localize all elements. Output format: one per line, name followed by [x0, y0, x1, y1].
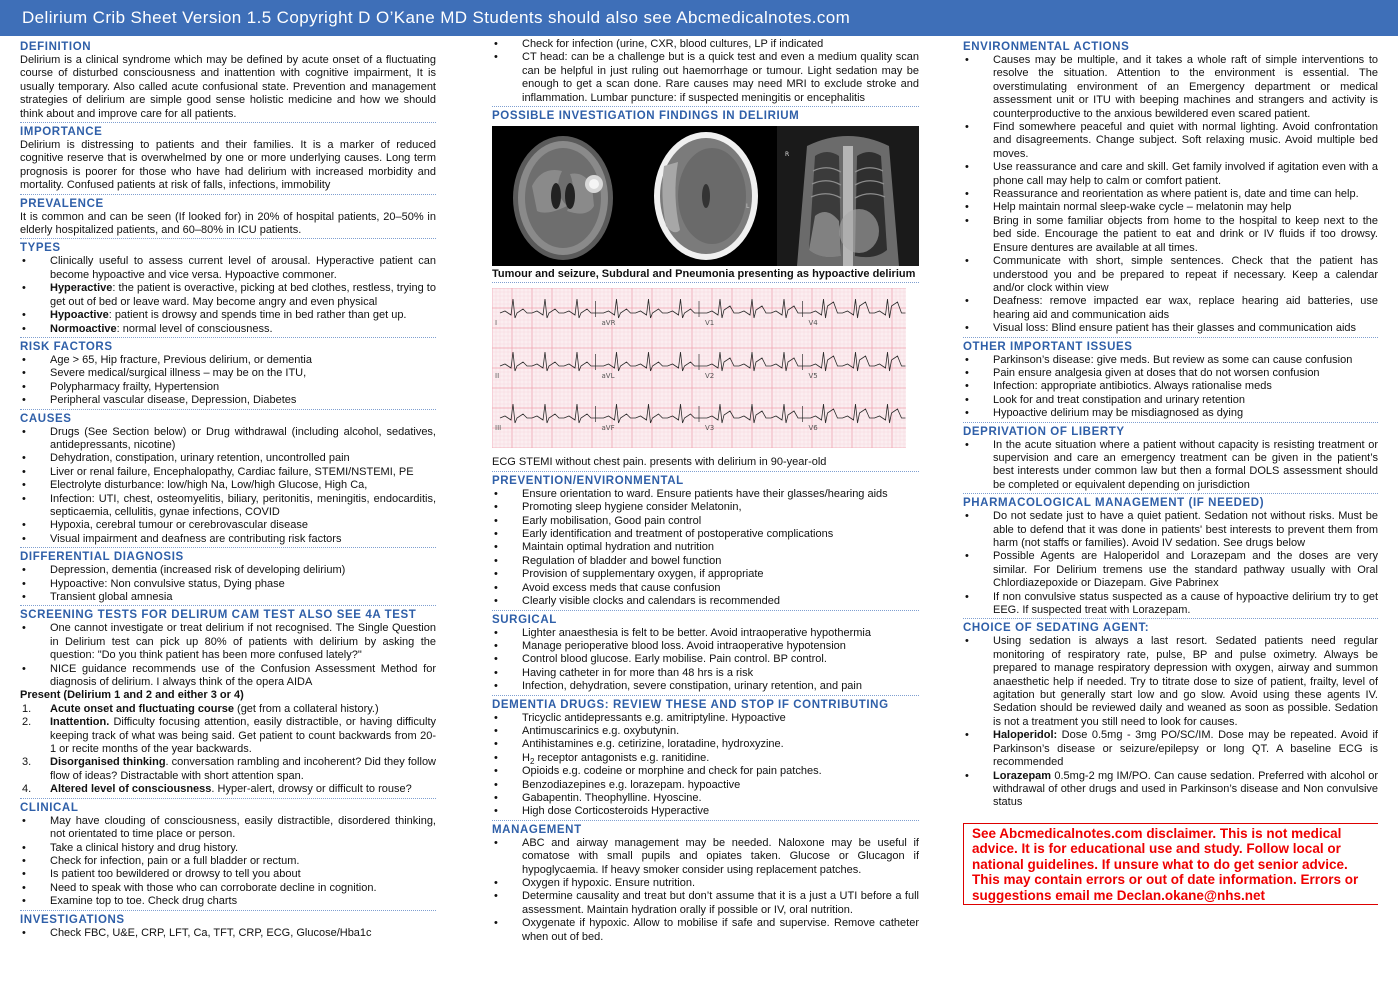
ecg-lead-label: I [495, 319, 498, 328]
heading-environmental: ENVIRONMENTAL ACTIONS [963, 41, 1130, 53]
ecg-lead-label: III [495, 424, 502, 433]
list-item: • Provision of supplementary oxygen, if appropriate [492, 568, 919, 581]
heading-differential: DIFFERENTIAL DIAGNOSIS [20, 551, 184, 564]
heading-deprivation-liberty: DEPRIVATION OF LIBERTY [963, 425, 1125, 438]
h2-prefix: H [522, 751, 530, 764]
section-causes [20, 412, 436, 549]
risk-factors-list [20, 354, 436, 408]
list-item [20, 309, 436, 322]
list-item: • Hypoactive delirium may be misdiagnosed as dying [963, 407, 1378, 420]
list-item: • Pain ensure analgesia given at doses that do not worsen confusion [963, 367, 1378, 380]
list-item: • Antihistamines e.g. cetirizine, loratadine, hydroxyzine. [492, 738, 919, 751]
ecg-caption: ECG STEMI without chest pain. presents with delirium in 90-year-old [492, 456, 827, 469]
list-item: • Visual impairment and deafness are contributing risk factors [20, 533, 436, 546]
list-item: • Depression, dementia (increased risk of developing delirium) [20, 564, 436, 577]
list-item: • Infection, dehydration, severe constipation, urinary retention, and pain [492, 680, 919, 693]
list-item: • Early identification and treatment of postoperative complications [492, 528, 919, 541]
list-item-text: . conversation rambling and incoherent? Did they follow flow of ideas? Distractable with short attention span. [50, 756, 436, 782]
list-item: • One cannot investigate or treat delirium if not recognised. The Single Question in Delirium test can pick up 80% of patients with delirium by asking the question: "Do you think patient has been more confused lately?" [20, 622, 436, 662]
section-pharmacological [963, 496, 1378, 619]
prevalence-text: It is common and can be seen (If looked for) in 20% of hospital patients, 20–50% in elderly hospitalized patients, and 60–80% in ICU patients. [20, 210, 436, 237]
section-ecg [492, 284, 919, 472]
list-item: • Need to speak with those who can corroborate decline in cognition. [20, 882, 436, 895]
list-item: • If non convulsive status suspected as a cause of hypoactive delirium try to get EEG. If suspected treat with Lorazepam. [963, 591, 1378, 618]
heading-findings: POSSIBLE INVESTIGATION FINDINGS IN DELIRIUM [492, 110, 800, 123]
list-item: • Do not sedate just to have a quiet patient. Sedation not without risks. Must be able to defend that it was done in patients' best interests to prevent them from harm (not staffs or families). Avoid IV sedation. See drugs below [963, 510, 1378, 550]
definition-text: Delirium is a clinical syndrome which may be defined by acute onset of a fluctuating course of disturbed consciousness and inattention with cognitive impairment, It is usually temporary. Also called acute confusional state. Prevention and management strategies of delirium are simple good sense holistic medicine and how we should think about and improve care for all patients. [20, 54, 436, 120]
heading-prevalence: PREVALENCE [20, 197, 104, 210]
cam-criteria-list [20, 703, 436, 797]
scan-images [492, 126, 919, 266]
section-other-issues [963, 340, 1378, 423]
list-item: • Opioids e.g. codeine or morphine and check for pain patches. [492, 765, 919, 778]
disclaimer-box: See Abcmedicalnotes.com disclaimer. This is not medical advice. It is for educational use and study. Follow local or national guidelines. If unsure what to do get senior advice. This may contain errors or out of date information. Errors or suggestions email me Declan.okane@nhs.net [963, 823, 1378, 905]
list-item: • Manage perioperative blood loss. Avoid intraoperative hypotension [492, 640, 919, 653]
ecg-lead-label: aVF [601, 424, 615, 433]
list-item: • Severe medical/surgical illness – may be on the ITU, [20, 367, 436, 380]
heading-types: TYPES [20, 242, 61, 255]
list-item [963, 635, 1378, 729]
list-item [20, 783, 436, 796]
section-screening [20, 608, 436, 798]
cam-criteria-title: Present (Delirium 1 and 2 and either 3 or 4) [20, 689, 244, 702]
list-item: • Control blood glucose. Early mobilise. Pain control. BP control. [492, 653, 919, 666]
list-item-text: Clinically useful to assess current level of arousal. Hyperactive patient can become hypoactive and vice versa. Hypoactive commoner. [50, 255, 436, 281]
other-issues-list [963, 354, 1378, 421]
list-item: • Examine top to toe. Check drug charts [20, 895, 436, 908]
mri-brain-image [492, 126, 634, 266]
ecg-lead-label: V1 [705, 319, 715, 328]
types-list [20, 255, 436, 335]
list-item: • Peripheral vascular disease, Depression, Diabetes [20, 394, 436, 407]
section-investigations [20, 913, 436, 941]
section-importance [20, 125, 436, 195]
section-prevalence [20, 197, 436, 240]
section-definition [20, 40, 436, 123]
list-item [492, 752, 919, 765]
importance-text: Delirium is distressing to patients and their families. It is a marker of reduced cognitive reserve that is overwhelmed by one or more underlying causes. Long term prognosis is poorer for those who have had delirium with increased morbidity and mortality. Confused patients at risk of falls, infections, immobility [20, 139, 436, 192]
ecg-lead-label: V6 [808, 424, 818, 433]
list-item-text: Using sedation is always a last resort. Sedated patients need regular monitoring of respiratory rate, pulse, BP and pulse oximetry. Always be prepared to manage respiratory depression with oxygen, airway and summon anaesthetic help if needed. Try to titrate dose to size of patient, frailty, level of agitation but generally start low and go slow. Avoid using these agents IV. Sedation should be reviewed daily and weaned as soon as possible. Sedation is not a treatment you still need to look for causes. [993, 635, 1378, 728]
list-item: • CT head: can be a challenge but is a quick test and even a medium quality scan can be helpful in just ruling out haemorrhage or tumour. Light sedation may be enough to get a scan done. Rare causes may need MRI to exclude stroke and inflammation. Lumbar puncture: if suspected meningitis or encephalitis [492, 51, 919, 105]
heading-prevention: PREVENTION/ENVIRONMENTAL [492, 474, 684, 487]
clinical-list [20, 815, 436, 909]
findings-caption: Tumour and seizure, Subdural and Pneumonia presenting as hypoactive delirium [492, 268, 916, 281]
ecg-lead-label: II [495, 372, 500, 381]
heading-risk-factors: RISK FACTORS [20, 340, 113, 353]
list-item: • Polypharmacy frailty, Hypertension [20, 381, 436, 394]
section-findings [492, 109, 919, 283]
section-management [492, 823, 919, 945]
list-item: • Early mobilisation, Good pain control [492, 515, 919, 528]
list-item [20, 703, 436, 716]
list-item: • Avoid excess meds that cause confusion [492, 582, 919, 595]
list-item-text: Difficulty focusing attention, easily distractible, or having difficulty keeping track of what was being said. Get patient to count backwards from 20-1 or recite months of the year backwards. [50, 716, 436, 756]
differential-list [20, 564, 436, 604]
heading-importance: IMPORTANCE [20, 126, 103, 139]
section-sedating-agent [963, 621, 1378, 810]
list-item-text: Dose 0.5mg - 3mg PO/SC/IM. Dose may be repeated. Avoid if Parkinson’s disease or seizure/epilepsy or long QT. A baseline ECG is recommended [993, 729, 1378, 769]
heading-causes: CAUSES [20, 412, 72, 425]
heading-management: MANAGEMENT [492, 823, 582, 836]
heading-definition: DEFINITION [20, 41, 92, 53]
investigations-list [20, 927, 436, 940]
ecg-lead-label: aVL [601, 372, 615, 381]
list-item: • Use reassurance and care and skill. Get family involved if agitation even with a phone call may help to calm or comfort patient. [963, 161, 1378, 188]
list-item: • Promoting sleep hygiene consider Melatonin, [492, 501, 919, 514]
list-item-bold: Haloperidol: [993, 729, 1058, 742]
list-item: • NICE guidance recommends use of the Confusion Assessment Method for diagnosis of delirium. I always think of the opera AIDA [20, 663, 436, 690]
pharmacological-list [963, 510, 1378, 617]
list-item [963, 770, 1378, 810]
management-list [492, 837, 919, 944]
ecg-stemi-trace [492, 288, 906, 448]
heading-pharmacological: PHARMACOLOGICAL MANAGEMENT (IF NEEDED) [963, 497, 1265, 510]
dementia-drugs-list [492, 712, 919, 819]
list-item: • ABC and airway management may be needed. Naloxone may be useful if comatose with small pupils and opiates taken. Glucose or Glucagon if hypoglycaemia. If heavy smoker consider using replacement patches. [492, 837, 919, 877]
heading-sedating-agent: CHOICE OF SEDATING AGENT: [963, 622, 1150, 635]
section-dementia-drugs [492, 698, 919, 821]
section-prevention [492, 474, 919, 611]
list-item: • Bring in some familiar objects from home to the hospital to keep next to the bed side. Encourage the patient to eat and drink or IV fluids if too drowsy. Ensure dentures are available at all times. [963, 215, 1378, 255]
list-item: • Deafness: remove impacted ear wax, replace hearing aid batteries, use hearing aid and communication aids [963, 295, 1378, 322]
ecg-lead-label: V3 [705, 424, 715, 433]
list-item [20, 255, 436, 282]
prevention-list [492, 488, 919, 609]
list-item: • Electrolyte disturbance: low/high Na, Low/high Glucose, High Ca, [20, 479, 436, 492]
list-item-bold: Disorganised thinking [50, 756, 166, 769]
ecg-lead-label: V4 [808, 319, 818, 328]
list-item: • Communicate with short, simple sentences. Check that the patient has understood you and be prepared to repeat if necessary. Keep a calendar and/or clock within view [963, 255, 1378, 295]
column-right [963, 38, 1378, 983]
list-item: • Transient global amnesia [20, 591, 436, 604]
list-item [20, 323, 436, 336]
list-item: • Find somewhere peaceful and quiet with normal lighting. Avoid confrontation and disagreements. Change subject. Soft relaxing music. Avoid multiple bed moves. [963, 121, 1378, 161]
section-deprivation-liberty [963, 425, 1378, 495]
list-item: • Take a clinical history and drug history. [20, 842, 436, 855]
section-environmental [963, 40, 1378, 338]
list-item-text: : the patient is overactive, picking at bed clothes, restless, trying to get out of bed or leave ward. May become angry and even physical [50, 282, 436, 308]
list-item: • Visual loss: Blind ensure patient has their glasses and communication aids [963, 322, 1378, 335]
list-item-text: . Hyper-alert, drowsy or difficult to rouse? [211, 783, 412, 796]
list-item [20, 282, 436, 309]
causes-list [20, 426, 436, 547]
list-item: • Help maintain normal sleep-wake cycle – melatonin may help [963, 201, 1378, 214]
heading-other-issues: OTHER IMPORTANT ISSUES [963, 340, 1133, 353]
list-item: • Clearly visible clocks and calendars is recommended [492, 595, 919, 608]
list-item: • Check for infection (urine, CXR, blood cultures, LP if indicated [492, 38, 919, 51]
list-item-bold: Inattention. [50, 716, 110, 729]
list-item: • Lighter anaesthesia is felt to be better. Avoid intraoperative hypothermia [492, 627, 919, 640]
list-item: • Liver or renal failure, Encephalopathy, Cardiac failure, STEMI/NSTEMI, PE [20, 466, 436, 479]
list-item: • Hypoxia, cerebral tumour or cerebrovascular disease [20, 519, 436, 532]
list-item: • Is patient too bewildered or drowsy to tell you about [20, 868, 436, 881]
list-item: • Gabapentin. Theophylline. Hyoscine. [492, 792, 919, 805]
list-item-bold: Hypoactive [50, 309, 109, 322]
list-item: • Age > 65, Hip fracture, Previous delirium, or dementia [20, 354, 436, 367]
list-item: • Ensure orientation to ward. Ensure patients have their glasses/hearing aids [492, 488, 919, 501]
list-item: • Maintain optimal hydration and nutrition [492, 541, 919, 554]
list-item: • Dehydration, constipation, urinary retention, uncontrolled pain [20, 452, 436, 465]
list-item: • Oxygenate if hypoxic. Allow to mobilise if safe and supervise. Remove catheter when out of bed. [492, 917, 919, 944]
list-item: • Check for infection, pain or a full bladder or rectum. [20, 855, 436, 868]
ecg-lead-label: V2 [705, 372, 715, 381]
h2-suffix: receptor antagonists e.g. ranitidine. [534, 751, 710, 764]
chest-xray-image [777, 126, 919, 266]
heading-surgical: SURGICAL [492, 613, 557, 626]
list-item: • High dose Corticosteroids Hyperactive [492, 805, 919, 818]
section-risk-factors [20, 340, 436, 410]
list-item-text: 0.5mg-2 mg IM/PO. Can cause sedation. Preferred with alcohol or withdrawal of other drugs and used in Parkinson’s disease and Non convulsive status [993, 769, 1378, 809]
page-header [0, 0, 1398, 36]
page-title: Delirium Crib Sheet Version 1.5 Copyright D O’Kane MD Students should also see Abcmedicalnotes.com [22, 8, 851, 27]
deprivation-liberty-list [963, 439, 1378, 493]
ecg-lead-label: V5 [808, 372, 818, 381]
list-item: • Oxygen if hypoxic. Ensure nutrition. [492, 877, 919, 890]
list-item: • Infection: UTI, chest, osteomyelitis, biliary, peritonitis, meningitis, endocarditis, septicaemia, cellulitis, gynae infections, COVID [20, 493, 436, 520]
list-item-bold: Normoactive [50, 322, 117, 335]
section-differential [20, 550, 436, 606]
screening-list [20, 622, 436, 689]
list-item-text: : patient is drowsy and spends time in bed rather than get up. [108, 309, 407, 322]
surgical-list [492, 627, 919, 694]
investigations-continued-list [492, 38, 919, 105]
list-item: • Parkinson’s disease: give meds. But review as some can cause confusion [963, 354, 1378, 367]
section-clinical [20, 801, 436, 911]
list-item: • Determine causality and treat but don’t assume that it is a just a UTI before a full assessment. Maintain hydration orally if possible or IV, oral nutrition. [492, 890, 919, 917]
list-item: • Possible Agents are Haloperidol and Lorazepam and the doses are very similar. For Delirium tremens use the standard pathway usually with Oral Chlordiazepoxide or Diazepam. Give Pabrinex [963, 550, 1378, 590]
list-item: • Benzodiazepines e.g. lorazepam. hypoactive [492, 779, 919, 792]
heading-investigations: INVESTIGATIONS [20, 913, 125, 926]
ct-head-image [634, 126, 776, 266]
list-item: • Check FBC, U&E, CRP, LFT, Ca, TFT, CRP, ECG, Glucose/Hba1c [20, 927, 436, 940]
list-item [963, 729, 1378, 769]
list-item: • Causes may be multiple, and it takes a whole raft of simple interventions to resolve the situation. Attention to the environment is essential. The overstimulating environment of an Emergency department or medical assessment unit or ITU with beeping machines and strangers and activity is counterproductive to the anxious bewildered even scared patient. [963, 54, 1378, 121]
list-item-text: (get from a collateral history.) [233, 702, 379, 715]
list-item: • Antimuscarinics e.g. oxybutynin. [492, 725, 919, 738]
list-item: • Hypoactive: Non convulsive status, Dying phase [20, 578, 436, 591]
svg-text:L: L [746, 203, 750, 211]
list-item-bold: Lorazepam [993, 769, 1052, 782]
section-investigations-continued [492, 38, 919, 107]
list-item: • Having catheter in for more than 48 hrs is a risk [492, 667, 919, 680]
h2-subscript: 2 [529, 756, 535, 766]
list-item [20, 716, 436, 756]
list-item-bold: Altered level of consciousness [50, 783, 212, 796]
list-item: • May have clouding of consciousness, easily distractible, disordered thinking, not orientated to time place or person. [20, 815, 436, 842]
list-item: • Reassurance and reorientation as where patient is, date and time can help. [963, 188, 1378, 201]
heading-clinical: CLINICAL [20, 801, 79, 814]
list-item: • Regulation of bladder and bowel function [492, 555, 919, 568]
heading-dementia-drugs: DEMENTIA DRUGS: REVIEW THESE AND STOP IF CONTRIBUTING [492, 698, 889, 711]
list-item: • In the acute situation where a patient without capacity is resisting treatment or supervision and care an emergency treatment can be given in the patient’s best interests under common law but then a formal DOLS assessment should be completed or equivalent depending on jurisdiction [963, 439, 1378, 493]
column-middle [492, 38, 919, 983]
list-item [20, 756, 436, 783]
sedating-agent-list [963, 635, 1378, 809]
list-item-text: : normal level of consciousness. [116, 322, 273, 335]
section-surgical [492, 613, 919, 696]
section-types [20, 241, 436, 337]
ecg-lead-label: aVR [601, 319, 616, 328]
environmental-list [963, 54, 1378, 336]
list-item: • Tricyclic antidepressants e.g. amitriptyline. Hypoactive [492, 712, 919, 725]
list-item-bold: Acute onset and fluctuating course [50, 702, 234, 715]
list-item: • Look for and treat constipation and urinary retention [963, 394, 1378, 407]
list-item: • Infection: appropriate antibiotics. Always rationalise meds [963, 380, 1378, 393]
heading-screening: SCREENING TESTS FOR DELIRUM CAM TEST ALSO SEE 4A TEST [20, 609, 417, 622]
svg-text:R: R [784, 151, 789, 159]
column-left [20, 38, 436, 983]
list-item-bold: Hyperactive [50, 282, 113, 295]
list-item: • Drugs (See Section below) or Drug withdrawal (including alcohol, sedatives, antidepressants, nicotine) [20, 426, 436, 453]
